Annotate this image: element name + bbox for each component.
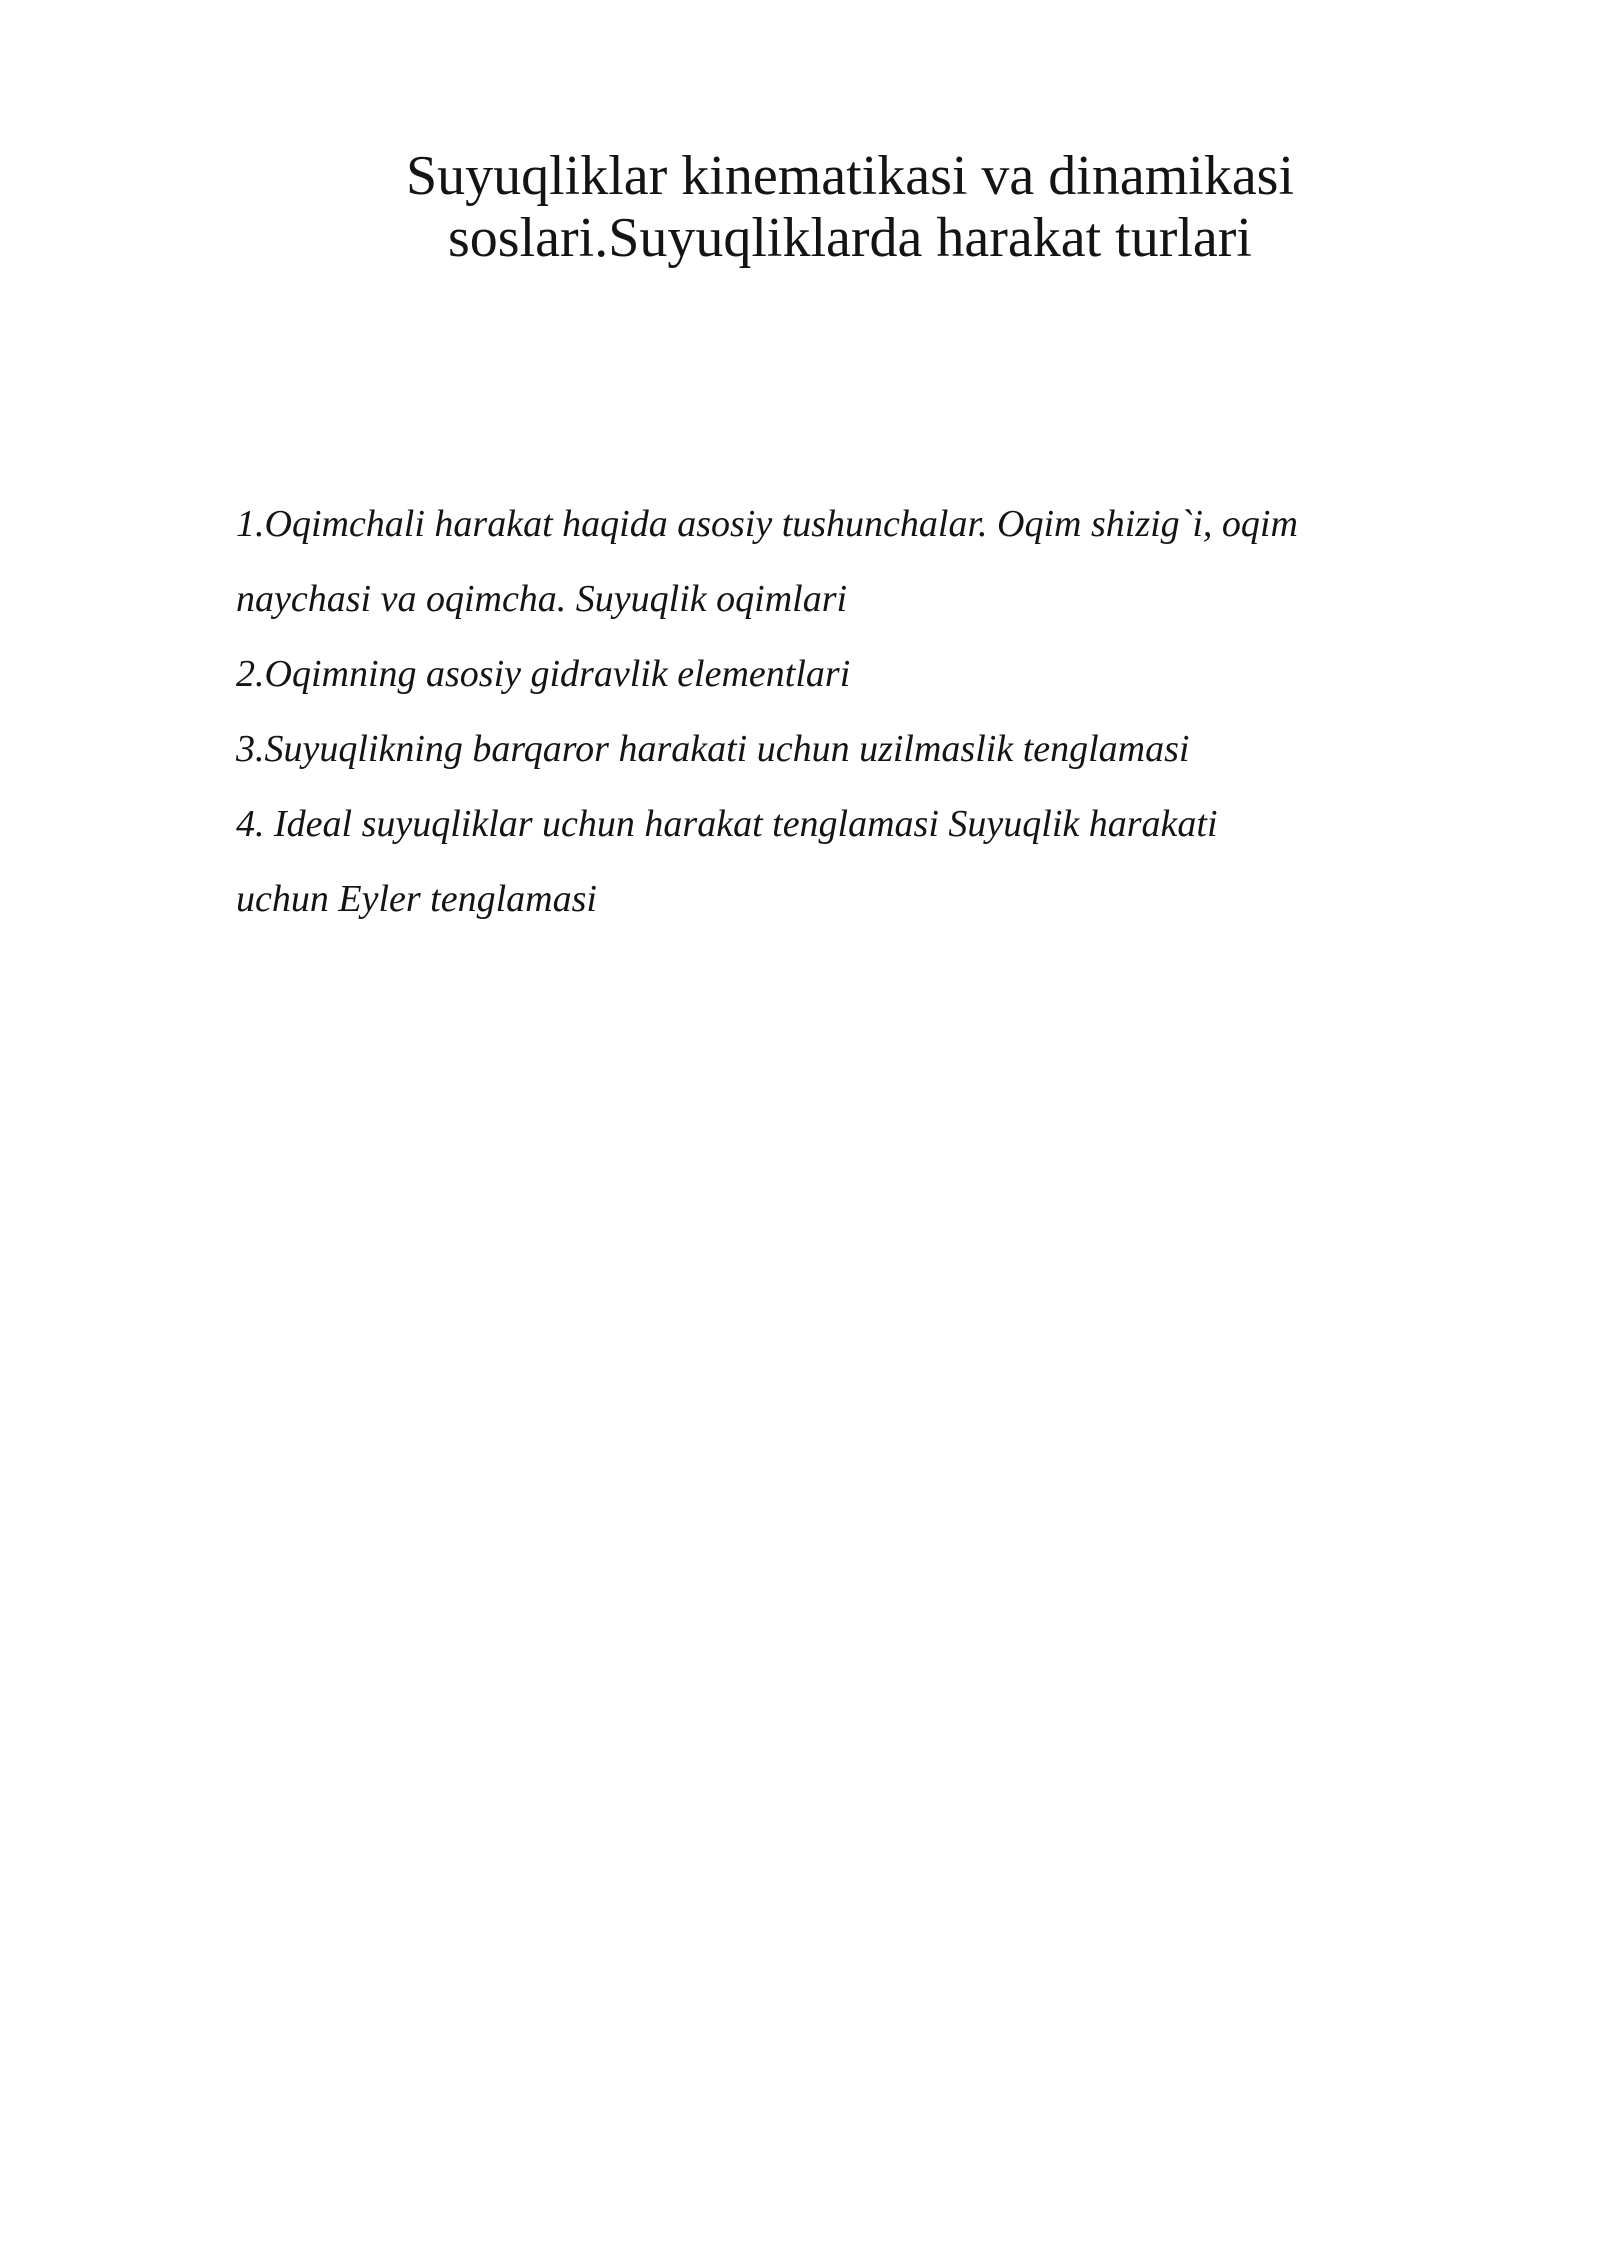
topic-list (236, 487, 1486, 937)
title-line-2: soslari.Suyuqliklarda harakat turlari (448, 207, 1252, 269)
topic-line-2: naychasi va oqimcha. Suyuqlik oqimlari (236, 578, 848, 620)
topic-line-5: 4. Ideal suyuqliklar uchun harakat tenglamasi Suyuqlik harakati (236, 803, 1218, 845)
topic-line-6: uchun Eyler tenglamasi (236, 878, 597, 920)
topic-line-1: 1.Oqimchali harakat haqida asosiy tushunchalar. Oqim shizig`i, oqim (236, 503, 1298, 545)
title-line-1: Suyuqliklar kinematikasi va dinamikasi (405, 145, 1295, 207)
topic-line-4: 3.Suyuqlikning barqaror harakati uchun uzilmaslik tenglamasi (236, 728, 1190, 770)
page-title (300, 145, 1400, 269)
topic-line-3: 2.Oqimning asosiy gidravlik elementlari (236, 653, 851, 695)
